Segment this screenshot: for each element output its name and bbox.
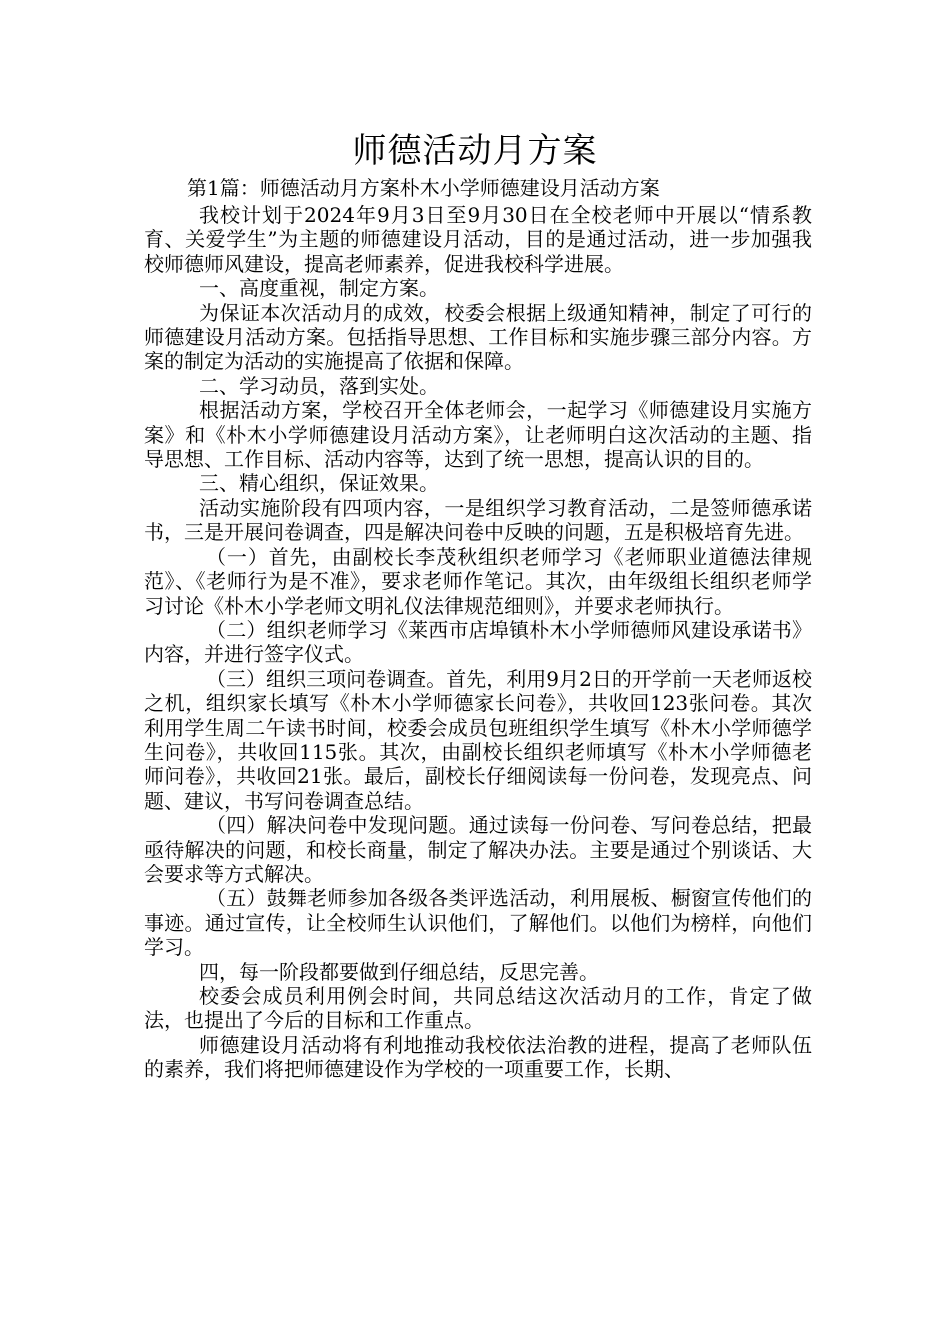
- document-title: 师德活动月方案: [352, 131, 598, 171]
- section-heading-3: 三、精心组织，保证效果。: [199, 471, 439, 496]
- sub-item-1: （一）首先，由副校长李茂秋组织老师学习《老师职业道德法律规范》、《老师行为是不准》，要求老师作笔记。其次，由年级组长组织老师学习讨论《朴木小学老师文明礼仪法律规范细则》，并要求老师执行。: [144, 544, 812, 618]
- section-heading-2: 二、学习动员，落到实处。: [199, 373, 439, 398]
- section-heading-1: 一、高度重视，制定方案。: [199, 276, 439, 301]
- paragraph: 为保证本次活动月的成效，校委会根据上级通知精神，制定了可行的师德建设月活动方案。包括指导思想、工作目标和实施步骤三部分内容。方案的制定为活动的实施提高了依据和保障。: [144, 300, 812, 374]
- section-heading-4: 四，每一阶段都要做到仔细总结，反思完善。: [199, 959, 599, 984]
- document-body: [144, 203, 812, 1082]
- sub-item-2: （二）组织老师学习《莱西市店埠镇朴木小学师德师风建设承诺书》内容，并进行签字仪式。: [144, 617, 812, 667]
- paragraph: 活动实施阶段有四项内容，一是组织学习教育活动，二是签师德承诺书，三是开展问卷调查，四是解决问卷中反映的问题，五是积极培育先进。: [144, 495, 812, 545]
- sub-item-4: （四）解决问卷中发现问题。通过读每一份问卷、写问卷总结，把最亟待解决的问题，和校长商量，制定了解决办法。主要是通过个别谈话、大会要求等方式解决。: [144, 813, 812, 886]
- sub-item-3: （三）组织三项问卷调查。首先，利用9月2日的开学前一天老师返校之机，组织家长填写《朴木小学师德家长问卷》，共收回123张问卷。其次利用学生周二午读书时间，校委会成员包班组织学生填写《朴木小学师德学生问卷》，共收回115张。其次，由副校长组织老师填写《朴木小学师德老师问卷》，共收回21张。最后，副校长仔细阅读每一份问卷，发现亮点、问题、建议，书写问卷调查总结。: [144, 666, 812, 813]
- paragraph: 根据活动方案，学校召开全体老师会，一起学习《师德建设月实施方案》和《朴木小学师德建设月活动方案》，让老师明白这次活动的主题、指导思想、工作目标、活动内容等，达到了统一思想，提高认识的目的。: [144, 398, 812, 472]
- document-subtitle: 第1篇：师德活动月方案朴木小学师德建设月活动方案: [187, 176, 660, 200]
- paragraph-closing: 师德建设月活动将有利地推动我校依法治教的进程，提高了老师队伍的素养，我们将把师德建设作为学校的一项重要工作，长期、: [144, 1032, 812, 1082]
- paragraph-intro: 我校计划于2024年9月3日至9月30日在全校老师中开展以“情系教育、关爱学生”为主题的师德建设月活动，目的是通过活动，进一步加强我校师德师风建设，提高老师素养，促进我校科学进展。: [144, 203, 812, 276]
- sub-item-5: （五）鼓舞老师参加各级各类评选活动，利用展板、橱窗宣传他们的事迹。通过宣传，让全校师生认识他们，了解他们。以他们为榜样，向他们学习。: [144, 886, 812, 960]
- paragraph: 校委会成员利用例会时间，共同总结这次活动月的工作，肯定了做法，也提出了今后的目标和工作重点。: [144, 984, 812, 1033]
